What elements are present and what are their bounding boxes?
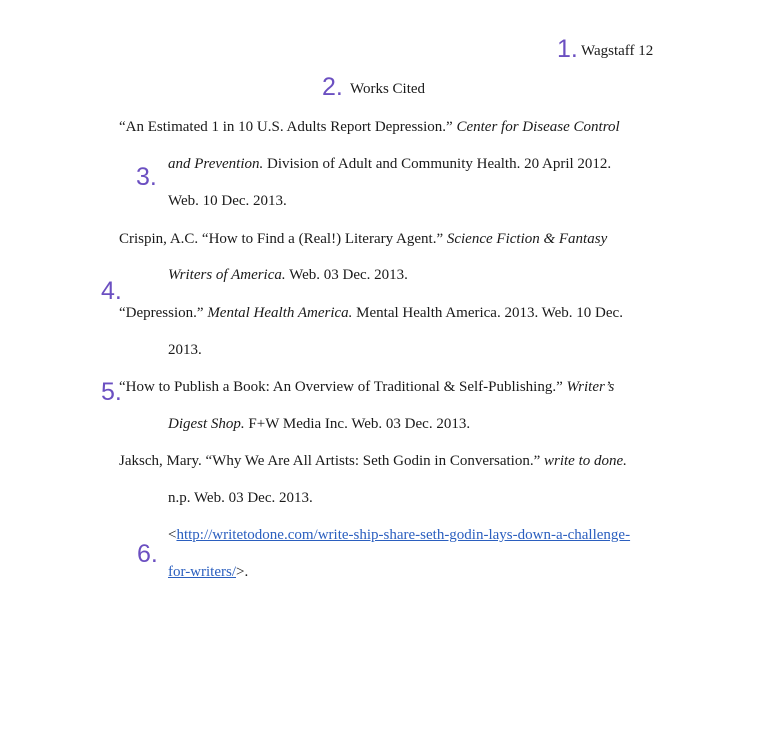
entry-3-line-2: 2013. — [168, 342, 202, 358]
entry-2-line-1 — [119, 230, 607, 248]
url-open-bracket: < — [168, 527, 177, 543]
marker-6: 6. — [137, 540, 158, 568]
url-link-cont[interactable]: for-writers/ — [168, 564, 237, 580]
entry-3-title: “Depression.” — [119, 305, 208, 321]
entry-1-source-cont: and Prevention. — [168, 156, 264, 172]
entry-5-line-4 — [168, 563, 248, 581]
entry-4-title: “How to Publish a Book: An Overview of Traditional & Self-Publishing.” — [119, 379, 567, 395]
entry-4-details: F+W Media Inc. Web. 03 Dec. 2013. — [244, 416, 471, 432]
entry-2-line-2 — [168, 266, 408, 284]
entry-1-line-1 — [119, 118, 620, 136]
entry-1-line-3: Web. 10 Dec. 2013. — [168, 193, 287, 209]
entry-4-line-1 — [119, 378, 614, 396]
marker-1: 1. — [557, 35, 578, 63]
entry-4-source: Writer’s — [566, 379, 615, 395]
entry-1-source: Center for Disease Control — [456, 119, 620, 135]
entry-5-title: Jaksch, Mary. “Why We Are All Artists: Seth Godin in Conversation.” — [119, 453, 544, 469]
running-head: Wagstaff 12 — [581, 43, 654, 59]
entry-1-line-2 — [168, 155, 611, 173]
marker-2: 2. — [322, 73, 343, 101]
entry-1-details: Division of Adult and Community Health. 20 April 2012. — [263, 156, 612, 172]
entry-5-line-2: n.p. Web. 03 Dec. 2013. — [168, 490, 313, 506]
entry-2-details: Web. 03 Dec. 2013. — [285, 267, 408, 283]
url-link[interactable]: http://writetodone.com/write-ship-share-seth-godin-lays-down-a-challenge- — [176, 527, 631, 543]
marker-5: 5. — [101, 378, 122, 406]
marker-4: 4. — [101, 277, 122, 305]
page-title: Works Cited — [350, 81, 426, 97]
entry-3-line-1 — [119, 304, 623, 322]
entry-5-line-3 — [168, 526, 630, 544]
entry-1-title: “An Estimated 1 in 10 U.S. Adults Report Depression.” — [119, 119, 457, 135]
entry-5-line-1 — [119, 452, 627, 470]
entry-3-source: Mental Health America. — [207, 305, 353, 321]
entry-3-details: Mental Health America. 2013. Web. 10 Dec. — [352, 305, 623, 321]
entry-2-title: Crispin, A.C. “How to Find a (Real!) Literary Agent.” — [119, 231, 447, 247]
entry-4-source-cont: Digest Shop. — [168, 416, 245, 432]
url-close-bracket: >. — [236, 564, 249, 580]
entry-2-source-cont: Writers of America. — [168, 267, 286, 283]
entry-2-source: Science Fiction & Fantasy — [446, 231, 608, 247]
marker-3: 3. — [136, 163, 157, 191]
entry-5-source: write to done. — [544, 453, 627, 469]
entry-4-line-2 — [168, 415, 470, 433]
